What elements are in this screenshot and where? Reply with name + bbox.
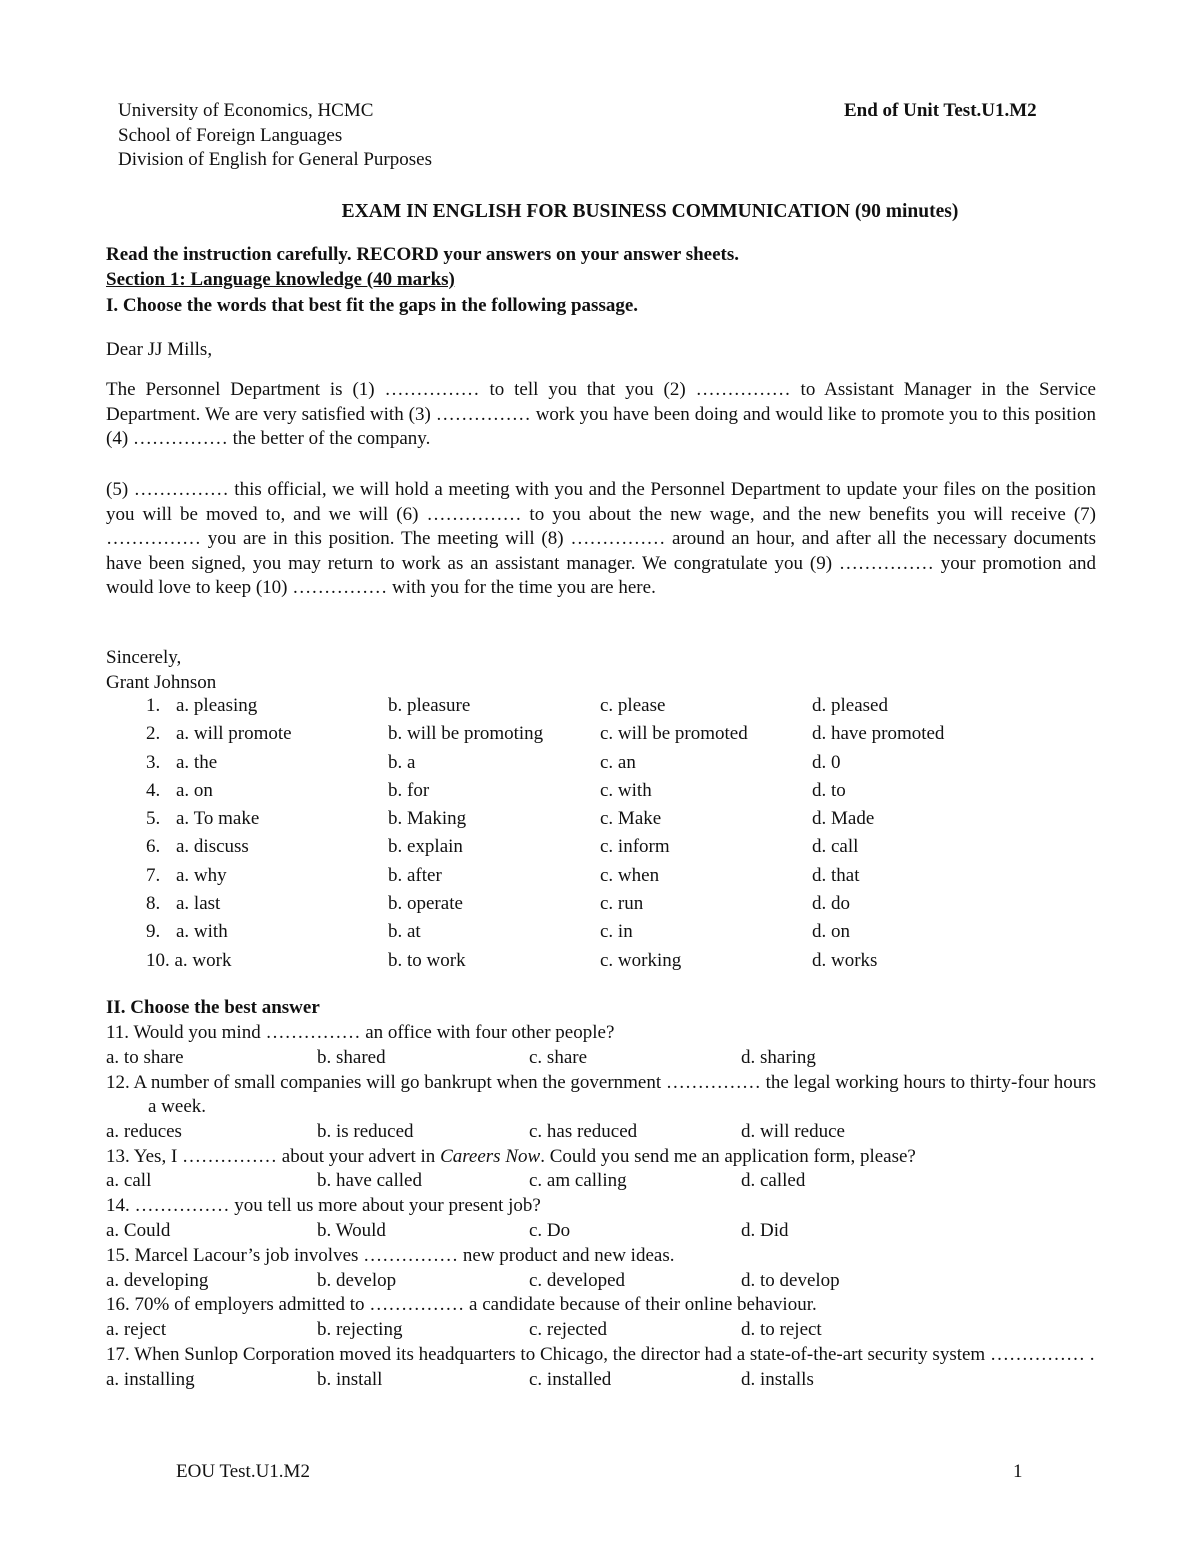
answer-row [106,1219,1096,1244]
option-row [106,892,1056,920]
answer-a: a. reject [106,1319,167,1341]
part-2-questions [106,1021,1096,1393]
option-b: b. operate [388,893,463,915]
question-text: 12. A number of small companies will go bankrupt when the government …………… the legal working hours to thirty-four hours a week. [106,1071,1096,1118]
answer-b: b. Would [317,1219,386,1241]
option-a: a. discuss [176,836,249,858]
option-a: a. on [176,779,213,801]
question-text: 11. Would you mind …………… an office with four other people? [106,1022,615,1043]
question-text: 16. 70% of employers admitted to …………… a candidate because of their online behaviour. [106,1294,817,1316]
answer-c: c. installed [529,1368,612,1390]
question-number: 9. [146,921,161,943]
school-name: School of Foreign Languages [118,124,343,146]
option-b: b. explain [388,836,463,858]
answer-c: c. developed [529,1269,626,1291]
option-c: c. when [600,864,660,886]
answer-c: c. rejected [529,1319,608,1341]
question-number: 1. [146,695,161,716]
option-c: c. will be promoted [600,723,748,745]
answer-b: b. develop [317,1269,397,1291]
letter-closing: Sincerely, [106,647,182,668]
option-a: 10. a. work [146,949,232,971]
section-1-title: Section 1: Language knowledge (40 marks) [106,269,455,290]
question-number: 4. [146,779,161,801]
answer-a: a. to share [106,1046,184,1068]
option-a: a. will promote [176,723,292,745]
option-d: d. on [812,921,850,943]
option-b: b. to work [388,949,466,971]
answer-b: b. install [317,1368,383,1390]
option-b: b. a [388,751,416,773]
option-b: b. pleasure [388,695,471,716]
option-d: d. that [812,864,860,886]
option-row [106,920,1056,948]
option-a: a. last [176,893,221,915]
option-row [106,722,1056,750]
question-number: 3. [146,751,161,773]
option-c: c. working [600,949,682,971]
option-c: c. Make [600,808,662,830]
publication-title: Careers Now [440,1145,541,1167]
answer-row [106,1120,1096,1145]
part-1-options [106,694,1056,977]
question-text: 17. When Sunlop Corporation moved its headquarters to Chicago, the director had a state-of-the-art security system …………… . [106,1343,1095,1365]
exam-title: EXAM IN ENGLISH FOR BUSINESS COMMUNICATION (90 minutes) [341,201,959,222]
question-text-start: 13. Yes, I …………… about your advert in [106,1145,441,1167]
option-d: d. have promoted [812,723,945,745]
answer-a: a. reduces [106,1120,182,1142]
letter-signature: Grant Johnson [106,671,217,693]
letter-salutation: Dear JJ Mills, [106,339,213,360]
answer-d: d. to reject [741,1319,822,1341]
footer-test-code: EOU Test.U1.M2 [176,1461,310,1482]
option-d: d. pleased [812,695,888,716]
option-c: c. with [600,779,652,801]
question-number: 2. [146,723,161,745]
option-row [106,835,1056,863]
option-row [106,694,1056,722]
answer-a: a. call [106,1170,152,1192]
option-c: c. in [600,921,633,943]
answer-a: a. developing [106,1269,209,1291]
part-1-title: I. Choose the words that best fit the gaps in the following passage. [106,295,639,316]
option-a: a. why [176,864,227,886]
answer-row [106,1269,1096,1294]
answer-c: c. share [529,1046,588,1068]
letter-paragraph-2: (5) …………… this official, we will hold a meeting with you and the Personnel Department to update your files on the position you will be moved to, and we will (6) …………… to you about the new wage, and the new benefits you will receive (7) …………… you are in this position. The meeting will (8) …………… around an hour, and after all the necessary documents have been signed, you may return to work as an assistant manager. We congratulate you (9) …………… your promotion and would love to keep (10) …………… with you for the time you are here. [106,479,1096,599]
option-row [106,779,1056,807]
option-row [106,807,1056,835]
option-row [106,751,1056,779]
answer-d: d. to develop [741,1269,840,1291]
institution-header [118,99,432,173]
answer-a: a. Could [106,1219,171,1241]
option-a: a. with [176,921,228,943]
answer-b: b. rejecting [317,1319,403,1341]
question-number: 7. [146,864,161,886]
answer-b: b. shared [317,1046,386,1068]
answer-d: d. Did [741,1219,789,1241]
option-d: d. 0 [812,751,841,773]
question-number: 6. [146,836,161,858]
option-c: c. an [600,751,636,773]
question-text-end: . Could you send me an application form, please? [540,1145,916,1167]
option-row [106,949,1056,977]
option-a: a. To make [176,808,260,830]
answer-d: d. will reduce [741,1120,845,1142]
question-number: 5. [146,808,161,830]
option-d: d. works [812,949,878,971]
option-b: b. for [388,779,430,801]
letter-signoff [106,646,216,695]
answer-b: b. is reduced [317,1120,414,1142]
question-number: 8. [146,893,161,915]
option-c: c. please [600,695,666,716]
question-text [106,1145,1096,1170]
option-a: a. the [176,751,218,773]
question-text: 15. Marcel Lacour’s job involves …………… new product and new ideas. [106,1244,675,1266]
test-code: End of Unit Test.U1.M2 [844,100,1037,121]
option-d: d. to [812,779,846,801]
option-row [106,864,1056,892]
answer-d: d. sharing [741,1046,816,1068]
option-d: d. do [812,893,850,915]
option-d: d. call [812,836,859,858]
university-name: University of Economics, HCMC [118,100,374,121]
page-number: 1 [1013,1461,1023,1482]
option-b: b. at [388,921,421,943]
answer-c: c. Do [529,1219,571,1241]
part-2-title: II. Choose the best answer [106,997,320,1018]
option-b: b. after [388,864,442,886]
instruction: Read the instruction carefully. RECORD your answers on your answer sheets. [106,244,739,265]
division-name: Division of English for General Purposes [118,149,432,171]
option-a: a. pleasing [176,695,258,716]
option-d: d. Made [812,808,875,830]
answer-row [106,1046,1096,1071]
answer-row [106,1169,1096,1194]
answer-d: d. called [741,1170,806,1192]
answer-c: c. has reduced [529,1120,638,1142]
question-text: 14. …………… you tell us more about your present job? [106,1195,541,1217]
answer-a: a. installing [106,1368,195,1390]
answer-d: d. installs [741,1368,814,1390]
letter-paragraph-1: The Personnel Department is (1) …………… to tell you that you (2) …………… to Assistant Manager in the Service Department. We are very satisfied with (3) …………… work you have been doing and would like to promote you to this position (4) …………… the better of the company. [106,379,1096,450]
option-c: c. run [600,893,644,915]
option-b: b. will be promoting [388,723,544,745]
answer-row [106,1368,1096,1393]
answer-c: c. am calling [529,1170,627,1192]
answer-row [106,1318,1096,1343]
option-b: b. Making [388,808,467,830]
answer-b: b. have called [317,1170,422,1192]
option-c: c. inform [600,836,670,858]
